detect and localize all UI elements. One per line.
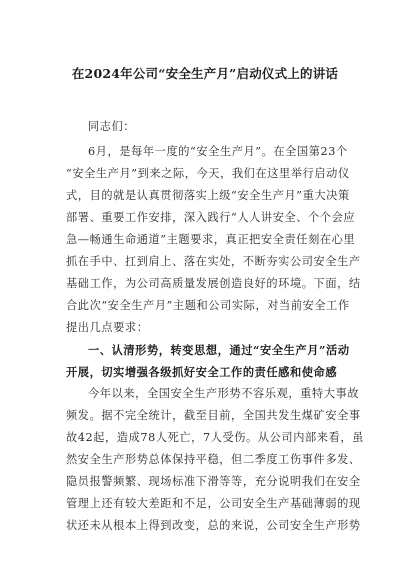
paragraph-line: 状还未从根本上得到改变，总的来说，公司安全生产形势: [66, 519, 361, 532]
section-heading-1: [66, 339, 352, 383]
document-title: 在2024年公司“安全生产月”启动仪式上的讲话: [71, 66, 339, 81]
paragraph-line: 合此次“安全生产月”主题和公司实际，对当前安全工作: [66, 299, 350, 312]
paragraph-line: 隐员报警频繁、现场标准下滑等等，充分说明我们在安全: [66, 475, 361, 488]
paragraph-2: [66, 383, 364, 537]
paragraph-line: 急—畅通生命通道”主题要求，真正把安全责任刻在心里: [66, 233, 356, 246]
paragraph-line: 6月，是每年一度的“安全生产月”。在全国第23个: [88, 145, 348, 158]
paragraph-line: “安全生产月”到来之际，今天，我们在这里举行启动仪: [66, 167, 350, 180]
paragraph-1: [66, 141, 361, 339]
paragraph-line: 管理上还有较大差距和不足，公司安全生产基础薄弱的现: [66, 497, 361, 510]
paragraph-line: 部署、重要工作安排，深入践行“人人讲安全、个个会应: [66, 211, 356, 224]
paragraph-line: 抓在手中、扛到肩上、落在实处，不断夯实公司安全生产: [66, 255, 361, 268]
paragraph-line: 提出几点要求：: [66, 321, 149, 334]
paragraph-line: 故42起，造成78人死亡，7人受伤。从公司内部来看，虽: [66, 431, 364, 444]
salutation: 同志们：: [88, 120, 136, 133]
paragraph-line: 今年以来，全国安全生产形势不容乐观，重特大事故: [88, 387, 360, 400]
heading-line: 开展，切实增强各级抓好安全工作的责任感和使命感: [66, 365, 338, 379]
paragraph-line: 然安全生产形势总体保持平稳，但二季度工伤事件多发、: [66, 453, 361, 466]
paragraph-line: 频发。据不完全统计，截至目前，全国共发生煤矿安全事: [66, 409, 361, 422]
paragraph-line: 式，目的就是认真贯彻落实上级“安全生产月”重大决策: [66, 189, 350, 202]
heading-line: 一、认清形势，转变思想，通过“安全生产月”活动: [88, 343, 350, 357]
paragraph-line: 基础工作，为公司高质量发展创造良好的环境。下面，结: [66, 277, 361, 290]
